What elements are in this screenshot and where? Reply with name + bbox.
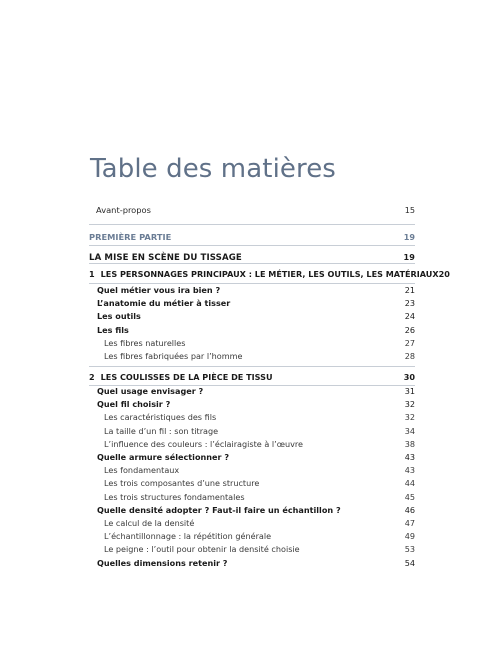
toc-entry[interactable] [89, 544, 415, 554]
toc-part-heading[interactable] [89, 232, 415, 242]
toc-entry-label: Quel fil choisir ? [97, 399, 171, 410]
toc-entry-label: La taille d’un fil : son titrage [104, 425, 219, 436]
toc-entry-label: Les caractéristiques des fils [104, 412, 217, 423]
toc-entry-page: 47 [404, 518, 415, 528]
toc-entry-label: Les fils [97, 324, 129, 335]
toc-entry-page: 32 [404, 399, 415, 410]
toc-entry[interactable] [89, 439, 415, 449]
toc-entry-label: Quelle densité adopter ? Faut-il faire un échantillon ? [97, 504, 341, 515]
toc-entry-avant-propos[interactable] [89, 205, 415, 215]
toc-entry[interactable] [89, 531, 415, 541]
toc-entry-label: Quel métier vous ira bien ? [97, 285, 221, 295]
toc-entry-page: 44 [404, 478, 415, 489]
toc-entry-label: Quelles dimensions retenir ? [97, 557, 228, 568]
toc-entry[interactable] [89, 558, 415, 568]
toc-entry-page: 43 [404, 465, 415, 476]
toc-entry-label: Les trois composantes d’une structure [104, 478, 260, 489]
toc-entry-page: 54 [404, 557, 415, 568]
toc-entry[interactable] [89, 452, 415, 462]
toc-chapter-2[interactable] [89, 372, 415, 382]
toc-entry-page: 49 [404, 531, 415, 542]
toc-entry[interactable] [89, 426, 415, 436]
toc-entry-label: Les trois structures fondamentales [104, 491, 245, 502]
toc-entry-page: 15 [404, 205, 415, 215]
toc-entry[interactable] [89, 492, 415, 502]
chapter-number: 2 [89, 372, 95, 382]
toc-entry[interactable] [89, 505, 415, 515]
toc-entry-label: Quel usage envisager ? [97, 386, 204, 396]
toc-entry-page: 45 [404, 491, 415, 502]
toc-entry-label: L’anatomie du métier à tisser [97, 298, 231, 309]
toc-entry-page: 31 [404, 386, 415, 396]
toc-entry-label: Les fibres naturelles [104, 337, 186, 348]
toc-entry-page: 43 [404, 452, 415, 462]
toc-entry-page: 46 [404, 504, 415, 515]
toc-entry[interactable] [89, 351, 415, 361]
toc-entry[interactable] [89, 518, 415, 528]
toc-entry-label: Quelle armure sélectionner ? [97, 452, 230, 462]
toc-entry[interactable] [89, 338, 415, 348]
toc-entry-label: Les fibres fabriquées par l’homme [104, 351, 243, 361]
toc-entry[interactable] [89, 325, 415, 335]
divider [89, 263, 415, 264]
divider [89, 245, 415, 246]
toc-section-page: 19 [403, 252, 415, 262]
toc-section-heading[interactable] [89, 252, 415, 263]
toc-entry-page: 21 [404, 285, 415, 295]
toc-entry-page: 23 [404, 298, 415, 309]
chapter-label: LES PERSONNAGES PRINCIPAUX : LE MÉTIER, LES OUTILS, LES MATÉRIAUX [100, 269, 439, 279]
toc-entry-label: Le calcul de la densité [104, 518, 195, 528]
toc-chapter-1[interactable] [89, 269, 450, 279]
toc-entry-page: 53 [404, 544, 415, 555]
toc-entry[interactable] [89, 478, 415, 488]
toc-entry[interactable] [89, 465, 415, 475]
toc-entry-page: 32 [404, 412, 415, 423]
toc-entry-label: Avant-propos [96, 205, 151, 215]
divider [89, 224, 415, 225]
toc-entry-page: 27 [404, 337, 415, 348]
toc-entry[interactable] [89, 298, 415, 308]
divider [89, 366, 415, 367]
chapter-page: 20 [438, 269, 450, 279]
toc-entry-page: 26 [404, 324, 415, 335]
toc-section-label: LA MISE EN SCÈNE DU TISSAGE [89, 253, 242, 263]
toc-entry-label: Le peigne : l’outil pour obtenir la densité choisie [104, 544, 300, 555]
toc-entry-label: Les fondamentaux [104, 465, 180, 476]
toc-entry-page: 24 [404, 311, 415, 322]
toc-entry[interactable] [89, 285, 415, 295]
chapter-number: 1 [89, 269, 95, 279]
toc-entry-label: L’influence des couleurs : l’éclairagiste à l’œuvre [104, 438, 304, 449]
chapter-label: LES COULISSES DE LA PIÈCE DE TISSU [100, 372, 273, 382]
toc-entry-label: L’échantillonnage : la répétition générale [104, 531, 272, 542]
divider [89, 385, 415, 386]
toc-entry-page: 28 [404, 351, 415, 361]
toc-entry-label: Les outils [97, 311, 141, 322]
toc-entry[interactable] [89, 386, 415, 396]
toc-entry[interactable] [89, 412, 415, 422]
toc-entry[interactable] [89, 311, 415, 321]
toc-entry-page: 38 [404, 438, 415, 449]
toc-part-page: 19 [403, 232, 415, 242]
toc-entry-page: 34 [404, 425, 415, 436]
divider [89, 283, 415, 284]
toc-part-label: PREMIÈRE PARTIE [89, 232, 172, 242]
page-title: Table des matières [90, 154, 336, 184]
toc-entry[interactable] [89, 399, 415, 409]
chapter-page: 30 [403, 372, 415, 382]
